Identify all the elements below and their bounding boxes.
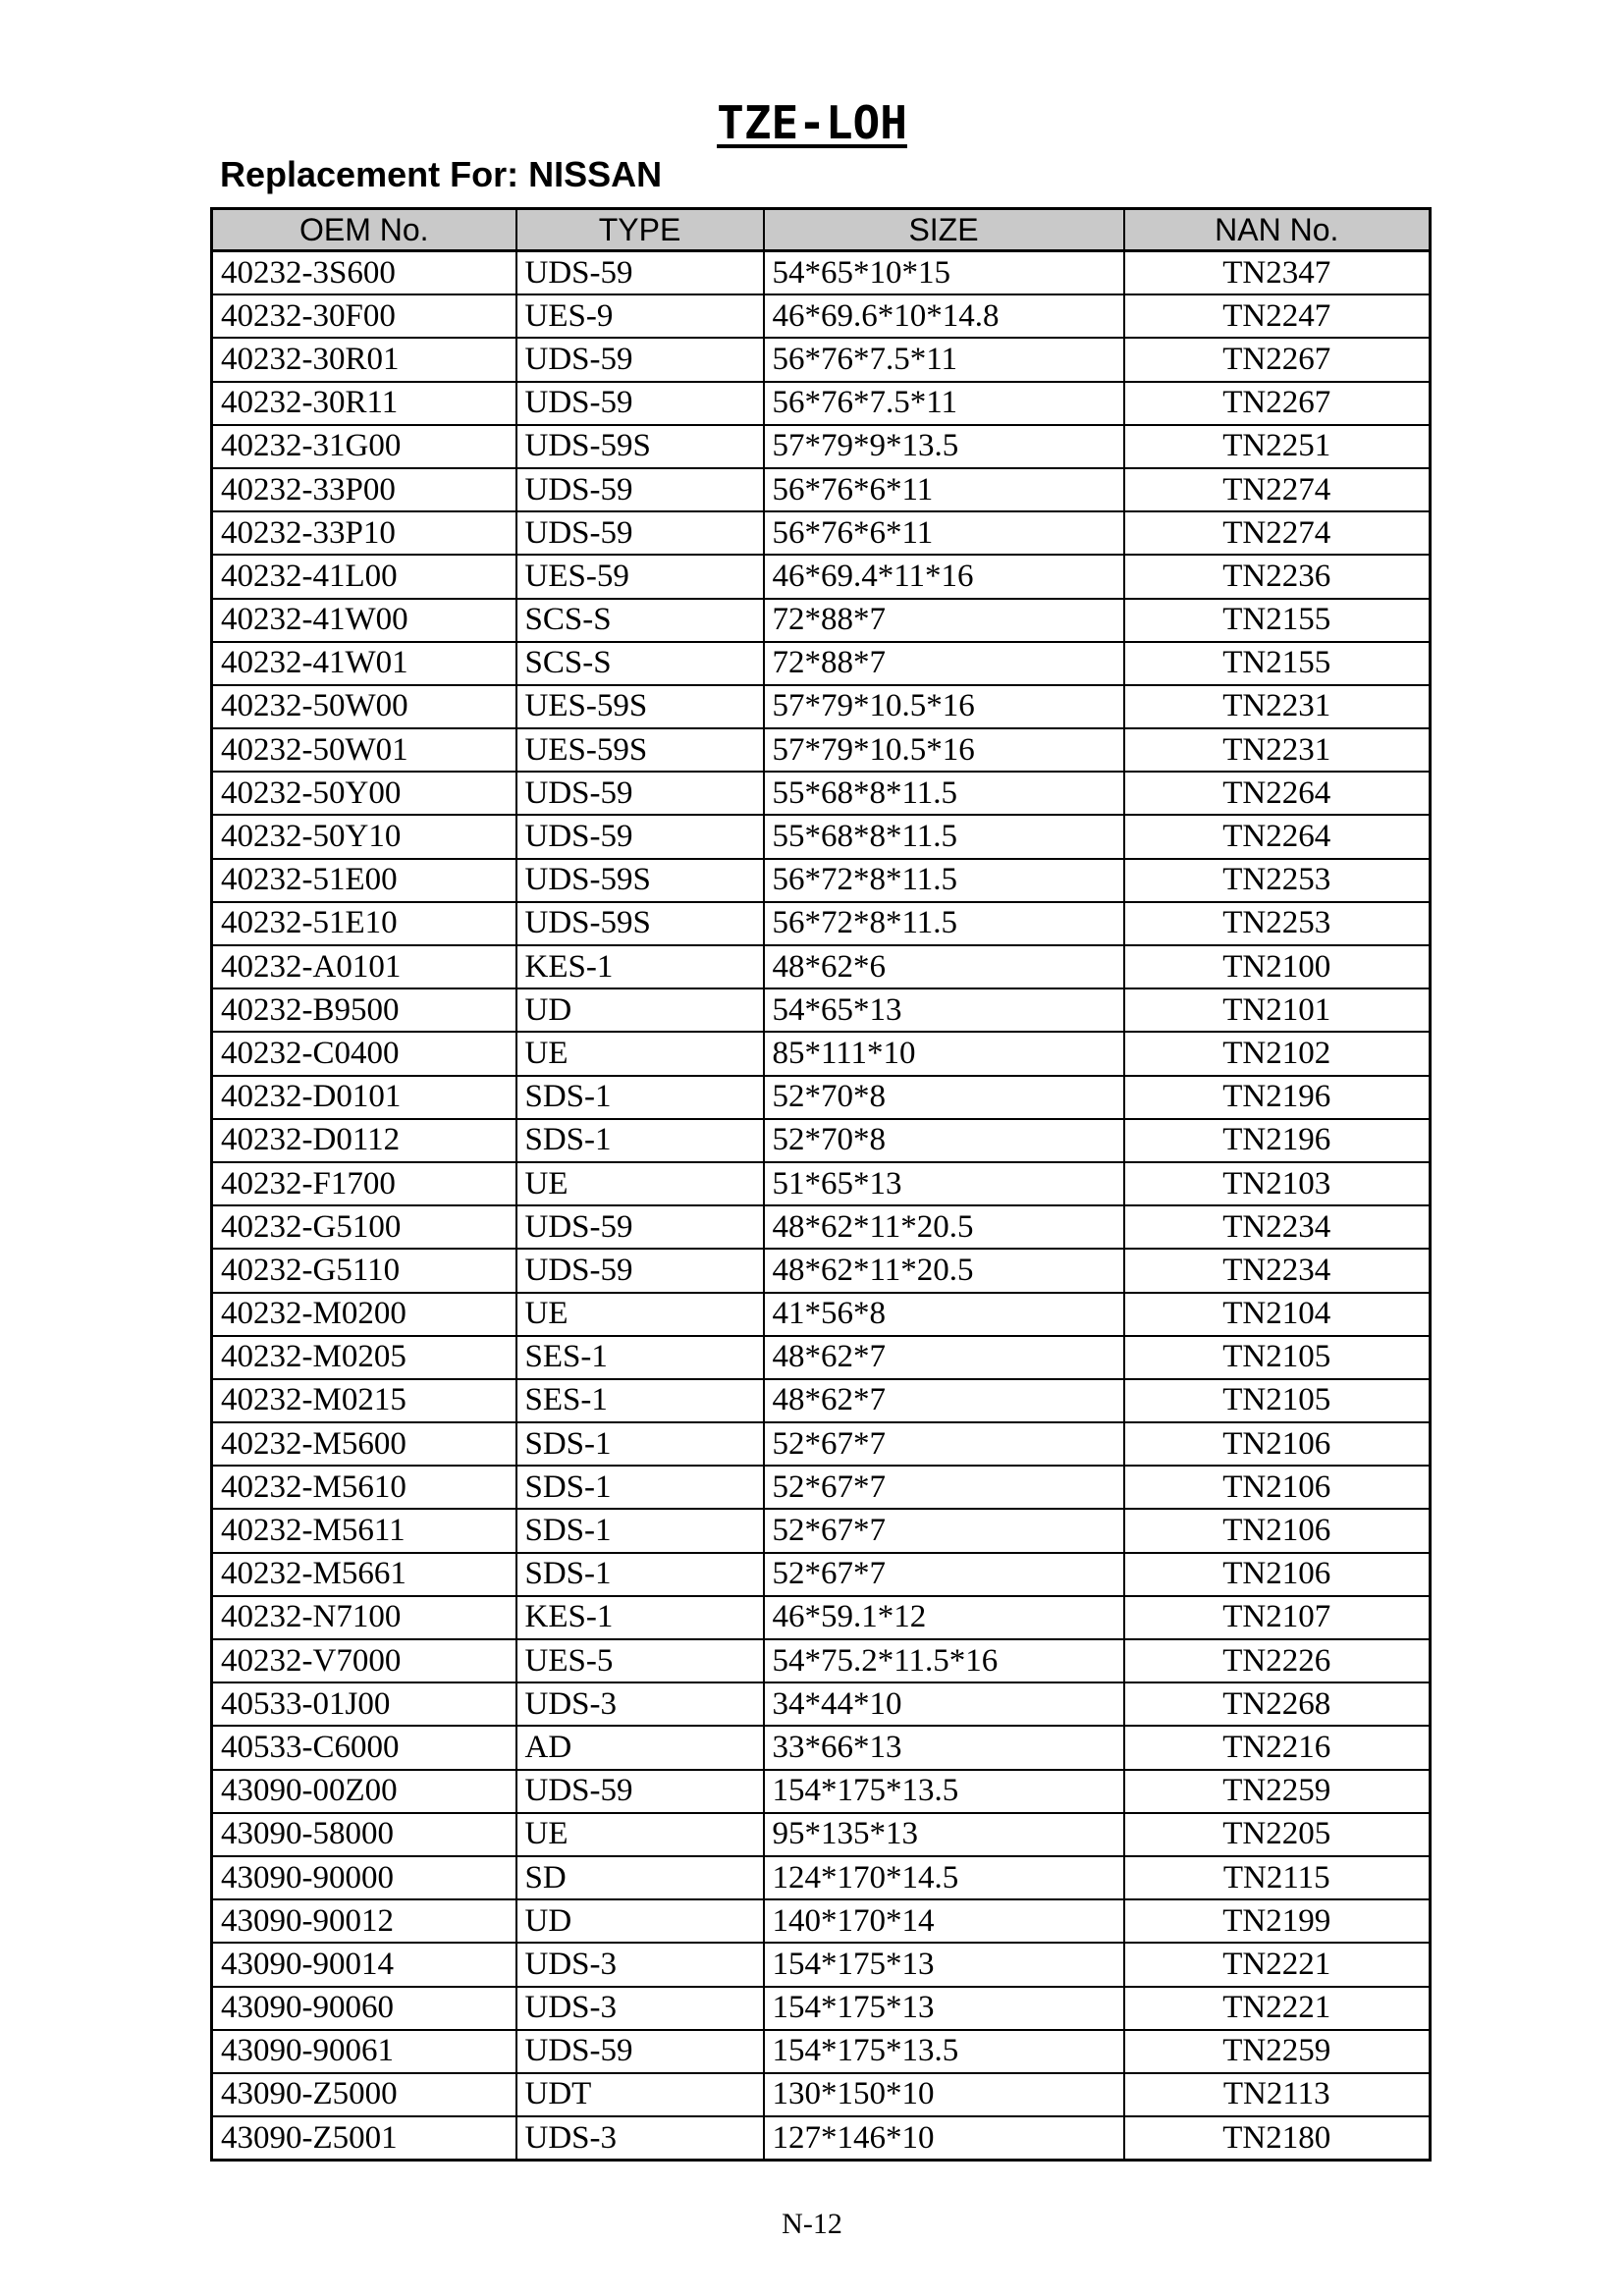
table-row xyxy=(212,1899,1431,1943)
table-row xyxy=(212,2030,1431,2073)
cell-type: UDS-3 xyxy=(516,2116,764,2161)
table-body xyxy=(212,251,1431,2161)
cell-type: UDS-59 xyxy=(516,468,764,511)
cell-oem-no: 40232-C0400 xyxy=(212,1032,516,1075)
header-nan-no: NAN No. xyxy=(1124,209,1431,251)
cell-size: 154*175*13.5 xyxy=(764,1770,1124,1813)
table-row xyxy=(212,2116,1431,2161)
table-row xyxy=(212,1596,1431,1639)
cell-type: UD xyxy=(516,1899,764,1943)
cell-size: 56*76*7.5*11 xyxy=(764,382,1124,425)
table-row xyxy=(212,728,1431,772)
cell-size: 41*56*8 xyxy=(764,1293,1124,1336)
cell-oem-no: 43090-00Z00 xyxy=(212,1770,516,1813)
cell-type: UE xyxy=(516,1813,764,1856)
table-row xyxy=(212,1509,1431,1552)
cell-type: SDS-1 xyxy=(516,1119,764,1162)
cell-oem-no: 40232-M5600 xyxy=(212,1422,516,1466)
cell-type: UD xyxy=(516,988,764,1032)
cell-oem-no: 40232-51E10 xyxy=(212,902,516,945)
cell-type: SDS-1 xyxy=(516,1422,764,1466)
header-row xyxy=(212,209,1431,251)
table-row xyxy=(212,382,1431,425)
cell-nan-no: TN2105 xyxy=(1124,1336,1431,1379)
cell-size: 56*76*6*11 xyxy=(764,468,1124,511)
cell-type: SDS-1 xyxy=(516,1509,764,1552)
cell-oem-no: 40232-50Y00 xyxy=(212,772,516,815)
cell-nan-no: TN2180 xyxy=(1124,2116,1431,2161)
cell-size: 57*79*10.5*16 xyxy=(764,728,1124,772)
table-row xyxy=(212,902,1431,945)
cell-type: UDS-59 xyxy=(516,382,764,425)
cell-oem-no: 40232-N7100 xyxy=(212,1596,516,1639)
cell-type: KES-1 xyxy=(516,1596,764,1639)
cell-nan-no: TN2205 xyxy=(1124,1813,1431,1856)
cell-nan-no: TN2231 xyxy=(1124,685,1431,728)
cell-size: 48*62*11*20.5 xyxy=(764,1249,1124,1292)
page-title: TZE-LOH xyxy=(717,96,907,149)
cell-size: 48*62*7 xyxy=(764,1379,1124,1422)
cell-oem-no: 40232-33P00 xyxy=(212,468,516,511)
cell-size: 154*175*13.5 xyxy=(764,2030,1124,2073)
cell-size: 54*65*10*15 xyxy=(764,251,1124,295)
page-number: N-12 xyxy=(782,2208,842,2240)
cell-size: 46*59.1*12 xyxy=(764,1596,1124,1639)
cell-type: SES-1 xyxy=(516,1379,764,1422)
cell-nan-no: TN2101 xyxy=(1124,988,1431,1032)
cell-oem-no: 43090-Z5000 xyxy=(212,2073,516,2116)
cell-type: UDS-59 xyxy=(516,815,764,858)
table-row xyxy=(212,1943,1431,1986)
cell-size: 33*66*13 xyxy=(764,1726,1124,1769)
cell-size: 154*175*13 xyxy=(764,1943,1124,1986)
parts-table xyxy=(210,207,1432,2162)
table-row xyxy=(212,511,1431,555)
cell-type: UDS-3 xyxy=(516,1682,764,1726)
cell-size: 130*150*10 xyxy=(764,2073,1124,2116)
table-row xyxy=(212,1205,1431,1249)
cell-oem-no: 40232-M5611 xyxy=(212,1509,516,1552)
cell-oem-no: 40232-51E00 xyxy=(212,859,516,902)
cell-oem-no: 43090-58000 xyxy=(212,1813,516,1856)
cell-nan-no: TN2106 xyxy=(1124,1422,1431,1466)
cell-nan-no: TN2274 xyxy=(1124,511,1431,555)
table-row xyxy=(212,1466,1431,1509)
cell-oem-no: 40232-50W01 xyxy=(212,728,516,772)
cell-nan-no: TN2115 xyxy=(1124,1856,1431,1899)
table-row xyxy=(212,1379,1431,1422)
cell-nan-no: TN2100 xyxy=(1124,945,1431,988)
cell-type: UE xyxy=(516,1293,764,1336)
table-row xyxy=(212,1249,1431,1292)
cell-type: UDT xyxy=(516,2073,764,2116)
cell-type: UES-59S xyxy=(516,685,764,728)
cell-nan-no: TN2253 xyxy=(1124,859,1431,902)
cell-nan-no: TN2221 xyxy=(1124,1987,1431,2030)
table-row xyxy=(212,859,1431,902)
table-row xyxy=(212,685,1431,728)
cell-oem-no: 40232-M0205 xyxy=(212,1336,516,1379)
table-row xyxy=(212,772,1431,815)
cell-type: UDS-59 xyxy=(516,1770,764,1813)
cell-nan-no: TN2267 xyxy=(1124,382,1431,425)
cell-nan-no: TN2268 xyxy=(1124,1682,1431,1726)
cell-oem-no: 40232-41L00 xyxy=(212,555,516,598)
table-row xyxy=(212,1813,1431,1856)
table-row xyxy=(212,425,1431,468)
cell-nan-no: TN2196 xyxy=(1124,1119,1431,1162)
cell-size: 51*65*13 xyxy=(764,1162,1124,1205)
table-row xyxy=(212,642,1431,685)
cell-size: 95*135*13 xyxy=(764,1813,1124,1856)
cell-nan-no: TN2107 xyxy=(1124,1596,1431,1639)
cell-nan-no: TN2113 xyxy=(1124,2073,1431,2116)
cell-type: UDS-59 xyxy=(516,511,764,555)
cell-type: UE xyxy=(516,1162,764,1205)
cell-type: KES-1 xyxy=(516,945,764,988)
cell-nan-no: TN2155 xyxy=(1124,599,1431,642)
cell-oem-no: 43090-90000 xyxy=(212,1856,516,1899)
cell-type: SDS-1 xyxy=(516,1076,764,1119)
cell-type: UES-59 xyxy=(516,555,764,598)
cell-nan-no: TN2106 xyxy=(1124,1553,1431,1596)
cell-nan-no: TN2216 xyxy=(1124,1726,1431,1769)
cell-type: UDS-59 xyxy=(516,1249,764,1292)
table-row xyxy=(212,1162,1431,1205)
page-subtitle: Replacement For: NISSAN xyxy=(220,154,663,194)
cell-oem-no: 40232-31G00 xyxy=(212,425,516,468)
cell-type: UES-59S xyxy=(516,728,764,772)
cell-size: 48*62*11*20.5 xyxy=(764,1205,1124,1249)
cell-type: UDS-59S xyxy=(516,859,764,902)
cell-nan-no: TN2102 xyxy=(1124,1032,1431,1075)
cell-type: SDS-1 xyxy=(516,1466,764,1509)
cell-oem-no: 40232-G5100 xyxy=(212,1205,516,1249)
cell-size: 55*68*8*11.5 xyxy=(764,772,1124,815)
cell-nan-no: TN2226 xyxy=(1124,1639,1431,1682)
cell-nan-no: TN2155 xyxy=(1124,642,1431,685)
cell-type: SD xyxy=(516,1856,764,1899)
cell-size: 72*88*7 xyxy=(764,599,1124,642)
cell-size: 46*69.4*11*16 xyxy=(764,555,1124,598)
cell-oem-no: 40232-F1700 xyxy=(212,1162,516,1205)
cell-oem-no: 43090-90012 xyxy=(212,1899,516,1943)
cell-type: UE xyxy=(516,1032,764,1075)
table-row xyxy=(212,945,1431,988)
table-header xyxy=(212,209,1431,251)
cell-size: 34*44*10 xyxy=(764,1682,1124,1726)
cell-nan-no: TN2196 xyxy=(1124,1076,1431,1119)
cell-nan-no: TN2234 xyxy=(1124,1205,1431,1249)
cell-type: UDS-3 xyxy=(516,1987,764,2030)
cell-oem-no: 40232-30R11 xyxy=(212,382,516,425)
cell-size: 55*68*8*11.5 xyxy=(764,815,1124,858)
table-row xyxy=(212,1422,1431,1466)
table-row xyxy=(212,599,1431,642)
cell-size: 140*170*14 xyxy=(764,1899,1124,1943)
cell-nan-no: TN2347 xyxy=(1124,251,1431,295)
table-row xyxy=(212,1119,1431,1162)
table-row xyxy=(212,1987,1431,2030)
cell-type: UDS-59S xyxy=(516,425,764,468)
cell-size: 56*76*7.5*11 xyxy=(764,338,1124,381)
table-row xyxy=(212,338,1431,381)
cell-oem-no: 40232-M0215 xyxy=(212,1379,516,1422)
cell-nan-no: TN2234 xyxy=(1124,1249,1431,1292)
table-row xyxy=(212,988,1431,1032)
table-row xyxy=(212,2073,1431,2116)
table-row xyxy=(212,251,1431,295)
table-row xyxy=(212,1553,1431,1596)
cell-nan-no: TN2253 xyxy=(1124,902,1431,945)
cell-nan-no: TN2104 xyxy=(1124,1293,1431,1336)
cell-nan-no: TN2221 xyxy=(1124,1943,1431,1986)
cell-type: UDS-59 xyxy=(516,251,764,295)
table-row xyxy=(212,1856,1431,1899)
cell-type: UDS-59 xyxy=(516,338,764,381)
cell-size: 56*72*8*11.5 xyxy=(764,902,1124,945)
cell-oem-no: 40232-30F00 xyxy=(212,294,516,338)
cell-oem-no: 40232-V7000 xyxy=(212,1639,516,1682)
cell-nan-no: TN2251 xyxy=(1124,425,1431,468)
cell-type: UES-5 xyxy=(516,1639,764,1682)
cell-oem-no: 40232-M5610 xyxy=(212,1466,516,1509)
cell-nan-no: TN2236 xyxy=(1124,555,1431,598)
cell-type: UDS-59 xyxy=(516,772,764,815)
cell-size: 127*146*10 xyxy=(764,2116,1124,2161)
cell-size: 46*69.6*10*14.8 xyxy=(764,294,1124,338)
cell-oem-no: 43090-90061 xyxy=(212,2030,516,2073)
table-row xyxy=(212,815,1431,858)
table-row xyxy=(212,1032,1431,1075)
table-row xyxy=(212,468,1431,511)
cell-type: SDS-1 xyxy=(516,1553,764,1596)
cell-size: 52*67*7 xyxy=(764,1466,1124,1509)
cell-nan-no: TN2105 xyxy=(1124,1379,1431,1422)
cell-size: 56*76*6*11 xyxy=(764,511,1124,555)
cell-nan-no: TN2259 xyxy=(1124,2030,1431,2073)
table-row xyxy=(212,1726,1431,1769)
cell-oem-no: 40232-A0101 xyxy=(212,945,516,988)
table-row xyxy=(212,294,1431,338)
table-row xyxy=(212,1336,1431,1379)
cell-size: 48*62*7 xyxy=(764,1336,1124,1379)
cell-nan-no: TN2247 xyxy=(1124,294,1431,338)
cell-size: 154*175*13 xyxy=(764,1987,1124,2030)
cell-size: 72*88*7 xyxy=(764,642,1124,685)
cell-oem-no: 40232-D0112 xyxy=(212,1119,516,1162)
cell-oem-no: 40232-33P10 xyxy=(212,511,516,555)
table-row xyxy=(212,1682,1431,1726)
cell-oem-no: 40232-50W00 xyxy=(212,685,516,728)
cell-oem-no: 43090-90014 xyxy=(212,1943,516,1986)
cell-size: 52*67*7 xyxy=(764,1422,1124,1466)
cell-nan-no: TN2267 xyxy=(1124,338,1431,381)
cell-type: UES-9 xyxy=(516,294,764,338)
cell-type: SES-1 xyxy=(516,1336,764,1379)
cell-nan-no: TN2106 xyxy=(1124,1466,1431,1509)
cell-type: SCS-S xyxy=(516,642,764,685)
cell-size: 54*75.2*11.5*16 xyxy=(764,1639,1124,1682)
cell-size: 48*62*6 xyxy=(764,945,1124,988)
cell-type: UDS-59S xyxy=(516,902,764,945)
header-type: TYPE xyxy=(516,209,764,251)
cell-oem-no: 40232-41W00 xyxy=(212,599,516,642)
cell-oem-no: 40232-D0101 xyxy=(212,1076,516,1119)
cell-nan-no: TN2264 xyxy=(1124,772,1431,815)
cell-oem-no: 40232-B9500 xyxy=(212,988,516,1032)
cell-nan-no: TN2199 xyxy=(1124,1899,1431,1943)
cell-type: UDS-3 xyxy=(516,1943,764,1986)
cell-oem-no: 40232-M0200 xyxy=(212,1293,516,1336)
cell-size: 56*72*8*11.5 xyxy=(764,859,1124,902)
cell-oem-no: 40232-M5661 xyxy=(212,1553,516,1596)
cell-nan-no: TN2231 xyxy=(1124,728,1431,772)
cell-nan-no: TN2103 xyxy=(1124,1162,1431,1205)
cell-type: UDS-59 xyxy=(516,2030,764,2073)
cell-size: 57*79*10.5*16 xyxy=(764,685,1124,728)
cell-size: 52*70*8 xyxy=(764,1119,1124,1162)
cell-size: 52*67*7 xyxy=(764,1553,1124,1596)
cell-oem-no: 40533-01J00 xyxy=(212,1682,516,1726)
cell-oem-no: 43090-90060 xyxy=(212,1987,516,2030)
cell-type: UDS-59 xyxy=(516,1205,764,1249)
cell-nan-no: TN2274 xyxy=(1124,468,1431,511)
header-oem-no: OEM No. xyxy=(212,209,516,251)
cell-oem-no: 40232-3S600 xyxy=(212,251,516,295)
cell-size: 124*170*14.5 xyxy=(764,1856,1124,1899)
cell-oem-no: 40232-41W01 xyxy=(212,642,516,685)
cell-nan-no: TN2259 xyxy=(1124,1770,1431,1813)
cell-size: 52*67*7 xyxy=(764,1509,1124,1552)
cell-oem-no: 40232-50Y10 xyxy=(212,815,516,858)
cell-size: 54*65*13 xyxy=(764,988,1124,1032)
cell-size: 85*111*10 xyxy=(764,1032,1124,1075)
cell-oem-no: 43090-Z5001 xyxy=(212,2116,516,2161)
cell-nan-no: TN2264 xyxy=(1124,815,1431,858)
cell-oem-no: 40232-30R01 xyxy=(212,338,516,381)
cell-nan-no: TN2106 xyxy=(1124,1509,1431,1552)
table-row xyxy=(212,1639,1431,1682)
cell-size: 57*79*9*13.5 xyxy=(764,425,1124,468)
table-row xyxy=(212,1293,1431,1336)
header-size: SIZE xyxy=(764,209,1124,251)
cell-size: 52*70*8 xyxy=(764,1076,1124,1119)
table-row xyxy=(212,555,1431,598)
cell-oem-no: 40533-C6000 xyxy=(212,1726,516,1769)
cell-type: SCS-S xyxy=(516,599,764,642)
table-row xyxy=(212,1770,1431,1813)
cell-oem-no: 40232-G5110 xyxy=(212,1249,516,1292)
table-row xyxy=(212,1076,1431,1119)
cell-type: AD xyxy=(516,1726,764,1769)
